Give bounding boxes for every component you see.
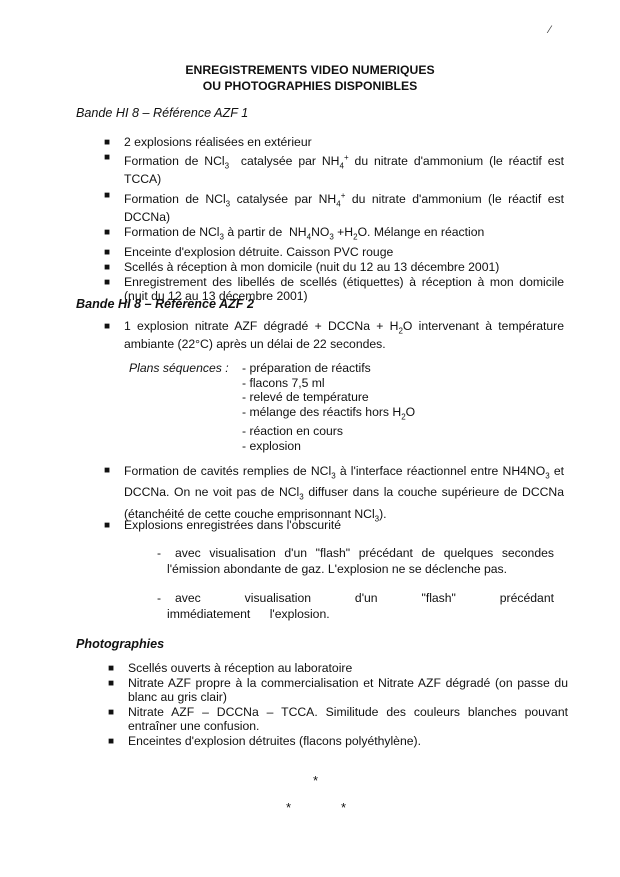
section-heading-photographies: Photographies: [76, 637, 165, 651]
list-item: ■ Scellés ouverts à réception au laboratoire: [108, 661, 353, 675]
footer-asterisk: *: [313, 773, 319, 788]
title-line-2: OU PHOTOGRAPHIES DISPONIBLES: [202, 79, 418, 93]
azf2-list-3: [104, 518, 564, 534]
azf1-list: [104, 135, 564, 305]
section-heading-azf2: Bande HI 8 – Référence AZF 2: [76, 297, 255, 311]
sub-item-flash-1: - avec visualisation d'un "flash" précédant de quelques secondes l'émission abondante de gaz. L'explosion ne se déclenche pas.: [157, 546, 554, 576]
plan-item: - relevé de température: [242, 390, 369, 404]
plan-item: - mélange des réactifs hors $H_2O$: [242, 404, 416, 421]
plan-item: - réaction en cours: [242, 424, 343, 439]
list-item: ■ Enceinte d'explosion détruite. Caisson PVC rouge: [104, 244, 394, 259]
list-item: ■ Formation de cavités remplies de NCl$_3$ à l'interface réactionnel entre $NH4NO_3$ et DCCNa. On ne voit pas de NCl$_3$ diffuser dans la couche supérieure de DCCNa (étanchéité de cette couche emprisonnant NCl$_3$).: [104, 464, 564, 524]
list-item: ■ Enceintes d'explosion détruites (flacons polyéthylène).: [108, 733, 421, 748]
plan-item: - flacons 7,5 ml: [242, 375, 325, 390]
list-item: ■ 1 explosion nitrate AZF dégradé + DCCNa + $H_2O$ intervenant à température ambiante (22°C) après un délai de 22 secondes.: [104, 319, 565, 351]
list-item: ■ 2 explosions réalisées en extérieur: [104, 135, 312, 149]
footer-asterisk: *: [341, 800, 347, 815]
plans-sequences-list: [242, 361, 415, 453]
dash-marker: -: [157, 546, 162, 560]
list-item: ■ Formation de NCl$_3$ catalysée par $NH_4^+$ du nitrate d'ammonium (le réactif est DCCNa): [104, 189, 564, 224]
dash-marker: -: [157, 591, 162, 605]
footer-asterisk: *: [286, 800, 292, 815]
list-item: ■ Nitrate AZF propre à la commercialisation et Nitrate AZF dégradé (on passe du blanc au gris clair): [108, 676, 568, 704]
title-line-1: ENREGISTREMENTS VIDEO NUMERIQUES: [185, 63, 435, 77]
azf2-list-1: [104, 319, 565, 353]
pen-mark: ⁄: [549, 24, 551, 36]
plan-item: - préparation de réactifs: [242, 361, 371, 375]
photographies-list: [108, 661, 568, 750]
list-item: ■ Explosions enregistrées dans l'obscurité: [104, 518, 342, 532]
section-heading-azf1: Bande HI 8 – Référence AZF 1: [76, 106, 249, 120]
sub-item-flash-2: - avec visualisation d'un "flash" précédant immédiatement l'explosion.: [157, 591, 554, 621]
list-item: ■ Scellés à réception à mon domicile (nuit du 12 au 13 décembre 2001): [104, 259, 500, 274]
list-item: ■ Formation de NCl$_3$ à partir de $NH_4NO_3 +H_2O$. Mélange en réaction: [104, 224, 485, 242]
plan-item: - explosion: [242, 438, 301, 453]
list-item: ■ Enregistrement des libellés de scellés (étiquettes) à réception à mon domicile (nuit du 12 au 13 décembre 2001): [104, 275, 564, 303]
document-title: [0, 62, 620, 94]
list-item: ■ Formation de NCl$_3$ catalysée par $NH_4^+$ du nitrate d'ammonium (le réactif est TCCA): [104, 152, 564, 187]
list-item: ■ Nitrate AZF – DCCNa – TCCA. Similitude des couleurs blanches pouvant entraîner une confusion.: [108, 705, 568, 733]
plans-sequences-label: Plans séquences :: [129, 361, 229, 375]
